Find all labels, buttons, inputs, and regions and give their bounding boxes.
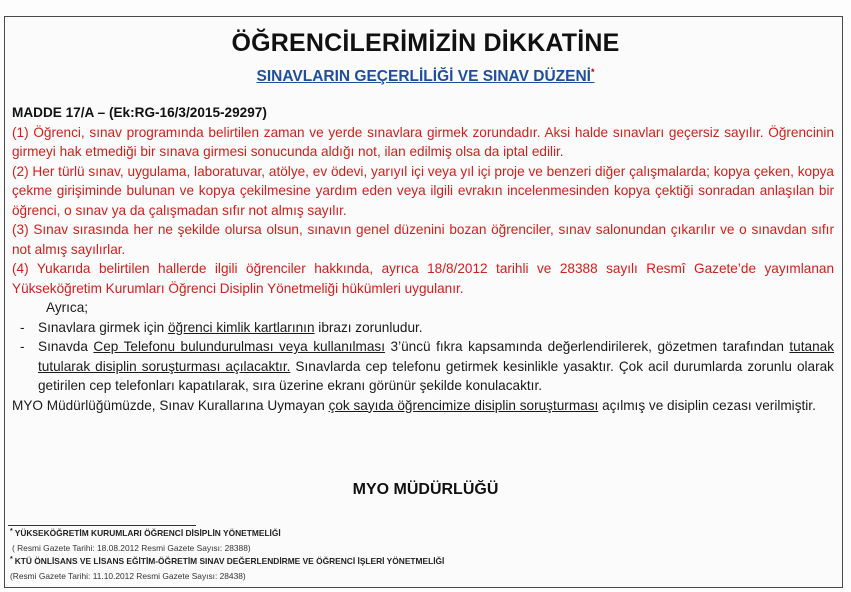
rule-text: Sınavlara girmek için xyxy=(38,319,168,335)
regulation-paragraph-3: (3) Sınav sırasında her ne şekilde olursa olsun, sınavın genel düzenini bozan öğrenciler, sınav salonundan çıkarılır ve o sınavdan sıfır not almış sayılırlar. xyxy=(12,222,834,257)
subtitle-footnote-mark: * xyxy=(590,67,595,77)
footnote-2-source: (Resmi Gazete Tarihi: 11.10.2012 Resmi Gazete Sayısı: 28438) xyxy=(10,571,246,581)
regulation-paragraph-2: (2) Her türlü sınav, uygulama, laboratuvar, atölye, ev ödevi, yarıyıl içi veya yıl içi proje ve benzeri diğer çalışmalarda; kopya çeken, kopya çekme girişiminde bulunan ve kopya çekilmesine yardım eden veya ilgili evrakın incelenmesinden kopya çektiği sonradan anlaşılan bir öğrenci, o sınav ya da çalışmadan sıfır not almış sayılır. xyxy=(12,163,834,218)
rule-emphasis: tutanak tutularak disiplin soruşturması açılacaktır. xyxy=(38,339,834,374)
rule-text: Sınavda xyxy=(38,339,94,354)
notice-body xyxy=(12,103,834,415)
footnote-title: YÜKSEKÖĞRETİM KURUMLARI ÖĞRENCİ DİSİPLİN YÖNETMELİĞİ xyxy=(14,528,281,538)
closing-text: açılmış ve disiplin cezası verilmiştir. xyxy=(598,397,816,413)
footnote-mark: * xyxy=(10,556,13,563)
list-item xyxy=(12,337,834,396)
dash-bullet: - xyxy=(20,339,25,354)
rule-text: 3’üncü fıkra kapsamında değerlendirilerek, gözetmen tarafından xyxy=(385,339,790,354)
subtitle-text: SINAVLARIN GEÇERLİLİĞİ VE SINAV DÜZENİ xyxy=(256,68,591,85)
regulation-text xyxy=(12,123,834,299)
rules-list xyxy=(12,318,834,396)
footnote-1-title xyxy=(10,528,281,538)
page-title: ÖĞRENCİLERİMİZİN DİKKATİNE xyxy=(231,29,620,57)
list-item xyxy=(12,318,834,338)
regulation-paragraph-4: (4) Yukarıda belirtilen hallerde ilgili öğrenciler hakkında, ayrıca 18/8/2012 tarihli ve 28388 sayılı Resmî Gazete’de yayımlanan Yükseköğretim Kurumları Öğrenci Disiplin Yönetmeliği hükümleri uygulanır. xyxy=(12,261,834,296)
signature: MYO MÜDÜRLÜĞÜ xyxy=(352,481,499,498)
rule-text: ibrazı zorunludur. xyxy=(314,319,423,335)
additionally-label: Ayrıca; xyxy=(46,300,89,315)
rule-emphasis: öğrenci kimlik kartlarının xyxy=(167,319,315,335)
closing-text: MYO Müdürlüğümüzde, Sınav Kurallarına Uymayan xyxy=(12,397,329,413)
regulation-paragraph-1: (1) Öğrenci, sınav programında belirtilen zaman ve yerde sınavlara girmek zorundadır. Aksi halde sınavları geçersiz sayılır. Öğrencinin girmeyi hak etmediği bir sınava girmesi sonucunda aldığı not, ilan edilmiş olsa da iptal edilir. xyxy=(12,124,834,159)
closing-emphasis: çok sayıda öğrencimize disiplin soruşturması xyxy=(328,397,599,413)
footnote-mark: * xyxy=(10,528,13,535)
closing-paragraph xyxy=(12,396,834,416)
footnote-title: KTÜ ÖNLİSANS VE LİSANS EĞİTİM-ÖĞRETİM SINAV DEĞERLENDİRME VE ÖĞRENCİ İŞLERİ YÖNETMELİĞİ xyxy=(14,556,445,566)
rule-text: Sınavlarda cep telefonu getirmek kesinlikle yasaktır. Çok acil durumlarda zorunlu olarak getirilen cep telefonları kapatılarak, sıra üzerine ekranı görünür şekilde konulacaktır. xyxy=(38,358,834,393)
dash-bullet: - xyxy=(20,319,25,335)
page-subtitle xyxy=(0,67,851,86)
footnote-divider xyxy=(8,525,196,526)
footnote-1-source: ( Resmi Gazete Tarihi: 18.08.2012 Resmi Gazete Sayısı: 28388) xyxy=(12,543,251,553)
footnote-2-title xyxy=(10,556,444,566)
article-heading: MADDE 17/A – (Ek:RG-16/3/2015-29297) xyxy=(12,105,267,120)
rule-emphasis: Cep Telefonu bulundurulması veya kullanılması xyxy=(93,339,386,354)
